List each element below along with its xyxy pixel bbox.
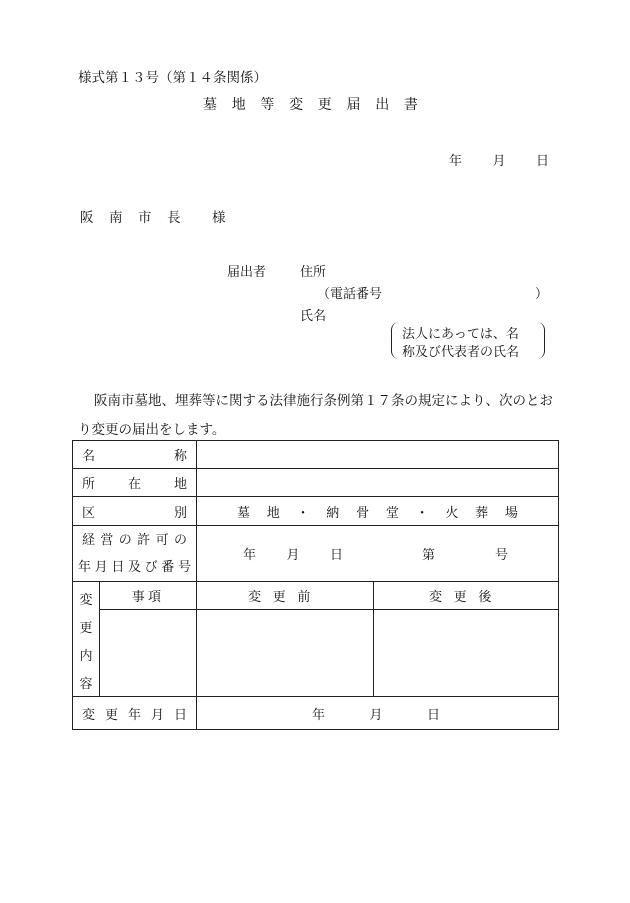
applicant-label: 届出者	[227, 265, 267, 280]
change-side-label: 変 更 内 容	[73, 582, 100, 697]
submission-date	[449, 150, 549, 169]
row-change-body	[73, 610, 559, 697]
address-label: 住所	[300, 265, 327, 280]
name-label: 氏名	[300, 309, 327, 324]
notification-table	[72, 440, 559, 730]
category-label-cell: 区 別	[73, 497, 197, 526]
row-permit	[73, 526, 559, 582]
after-header: 変更後	[374, 582, 559, 610]
statement-paragraph: 阪南市墓地、埋葬等に関する法律施行条例第１７条の規定により、次のとおり変更の届出をします。	[78, 393, 553, 438]
category-options-cell[interactable]: 墓 地 ・ 納 骨 堂 ・ 火 葬 場	[197, 497, 559, 526]
document-title: 墓地等変更届出書	[203, 97, 433, 113]
corporate-note	[391, 322, 545, 359]
phone-label: （電話番号	[317, 287, 383, 302]
corporate-note-line2: 称及び代表者の氏名	[402, 345, 520, 360]
addressee: 阪南市長	[80, 210, 197, 226]
day-label: 日	[535, 154, 549, 169]
corporate-note-line1: 法人にあっては、名	[402, 327, 519, 342]
month-label: 月	[492, 154, 506, 169]
change-date-value-cell[interactable]: 年 月 日	[197, 697, 559, 730]
honorific: 様	[212, 210, 226, 226]
name-value-cell[interactable]	[197, 441, 559, 469]
row-category	[73, 497, 559, 526]
row-name	[73, 441, 559, 469]
year-label: 年	[449, 154, 463, 169]
permit-value-cell[interactable]: 年 月 日 第 号	[197, 526, 559, 582]
before-value-cell[interactable]	[197, 610, 374, 697]
form-number: 様式第１３号（第１４条関係）	[78, 70, 267, 86]
change-date-label-cell: 変 更 年 月 日	[73, 697, 197, 730]
name-label-cell: 名 称	[73, 441, 197, 469]
permit-label-cell: 経 営 の 許 可 の 年 月 日 及 び 番 号	[73, 526, 197, 582]
after-value-cell[interactable]	[374, 610, 559, 697]
phone-close: ）	[535, 287, 549, 302]
location-label-cell: 所 在 地	[73, 469, 197, 497]
row-change-header	[73, 582, 559, 610]
row-location	[73, 469, 559, 497]
item-value-cell[interactable]	[100, 610, 197, 697]
location-value-cell[interactable]	[197, 469, 559, 497]
before-header: 変更前	[197, 582, 374, 610]
item-header: 事項	[100, 582, 197, 610]
row-change-date	[73, 697, 559, 730]
